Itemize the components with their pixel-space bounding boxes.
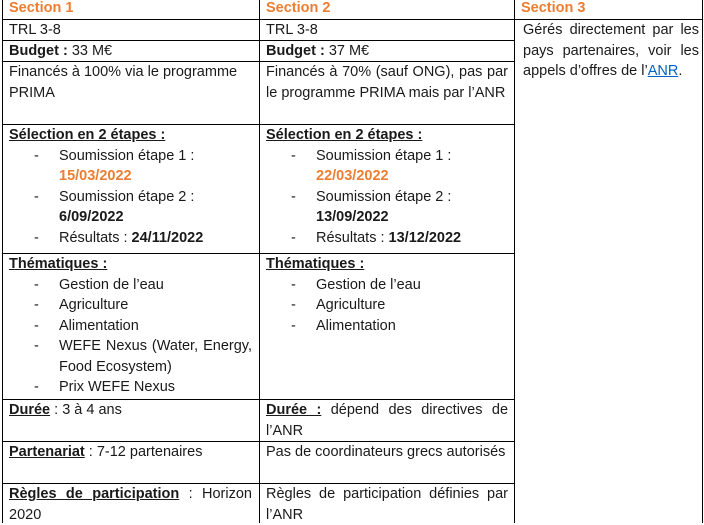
section1-step-1: - Soumission étape 1 : 15/03/2022 xyxy=(9,146,252,187)
section1-duration: Durée : 3 à 4 ans xyxy=(9,402,122,418)
section2-selection: Sélection en 2 étapes : - Soumission étape 1 : 22/03/2022 - Soumission étape 2 : 13/09/2022 - Résultats : 13/12/2022 xyxy=(260,125,514,248)
section2-partnership: Pas de coordinateurs grecs autorisés xyxy=(266,444,506,460)
theme-item: - Agriculture xyxy=(266,295,508,316)
section3-header: Section 3 xyxy=(521,0,586,16)
section1-selection: Sélection en 2 étapes : - Soumission étape 1 : 15/03/2022 - Soumission étape 2 : 6/09/2022 - Résultats : 24/11/2022 xyxy=(3,125,258,248)
section2-trl: TRL 3-8 xyxy=(266,22,318,38)
section1-budget: Budget : 33 M€ xyxy=(9,43,113,59)
section1-trl: TRL 3-8 xyxy=(9,22,61,38)
theme-item: - Alimentation xyxy=(266,316,508,337)
section1-step-2: - Soumission étape 2 : 6/09/2022 xyxy=(9,187,252,228)
section2-themes: Thématiques : - Gestion de l’eau - Agriculture - Alimentation xyxy=(260,254,514,336)
theme-item: - Gestion de l’eau xyxy=(266,275,508,296)
section2-financing: Financés à 70% (sauf ONG), pas par le programme PRIMA mais par l’ANR xyxy=(266,64,508,101)
section1-header: Section 1 xyxy=(9,0,74,16)
theme-item: - Prix WEFE Nexus xyxy=(9,377,252,398)
section2-budget: Budget : 37 M€ xyxy=(266,43,370,59)
theme-item: - Alimentation xyxy=(9,316,252,337)
anr-link[interactable]: ANR xyxy=(647,63,679,79)
section1-financing: Financés à 100% via le programme PRIMA xyxy=(9,64,238,101)
section1-rules: Règles de participation : Horizon 2020 xyxy=(9,486,252,523)
section2-step-1: - Soumission étape 1 : 22/03/2022 xyxy=(266,146,508,187)
section2-header: Section 2 xyxy=(266,0,331,16)
section2-results: - Résultats : 13/12/2022 xyxy=(266,228,508,249)
section2-step-2: - Soumission étape 2 : 13/09/2022 xyxy=(266,187,508,228)
theme-item: - Gestion de l’eau xyxy=(9,275,252,296)
section1-themes: Thématiques : - Gestion de l’eau - Agriculture - Alimentation - WEFE Nexus (Water, Energy, Food Ecosystem) - Prix WEFE Nexus xyxy=(3,254,258,398)
section2-duration: Durée : dépend des directives de l’ANR xyxy=(266,402,509,439)
section1-results: - Résultats : 24/11/2022 xyxy=(9,228,252,249)
section3-text: Gérés directement par les pays partenaires, voir les appels d’offres de l’ANR. xyxy=(523,22,699,79)
theme-item: - Agriculture xyxy=(9,295,252,316)
comparison-table xyxy=(2,0,704,523)
section2-rules: Règles de participation définies par l’ANR xyxy=(266,486,508,523)
section1-partnership: Partenariat : 7-12 partenaires xyxy=(9,444,203,460)
theme-item: - WEFE Nexus (Water, Energy, Food Ecosystem) xyxy=(9,336,252,377)
